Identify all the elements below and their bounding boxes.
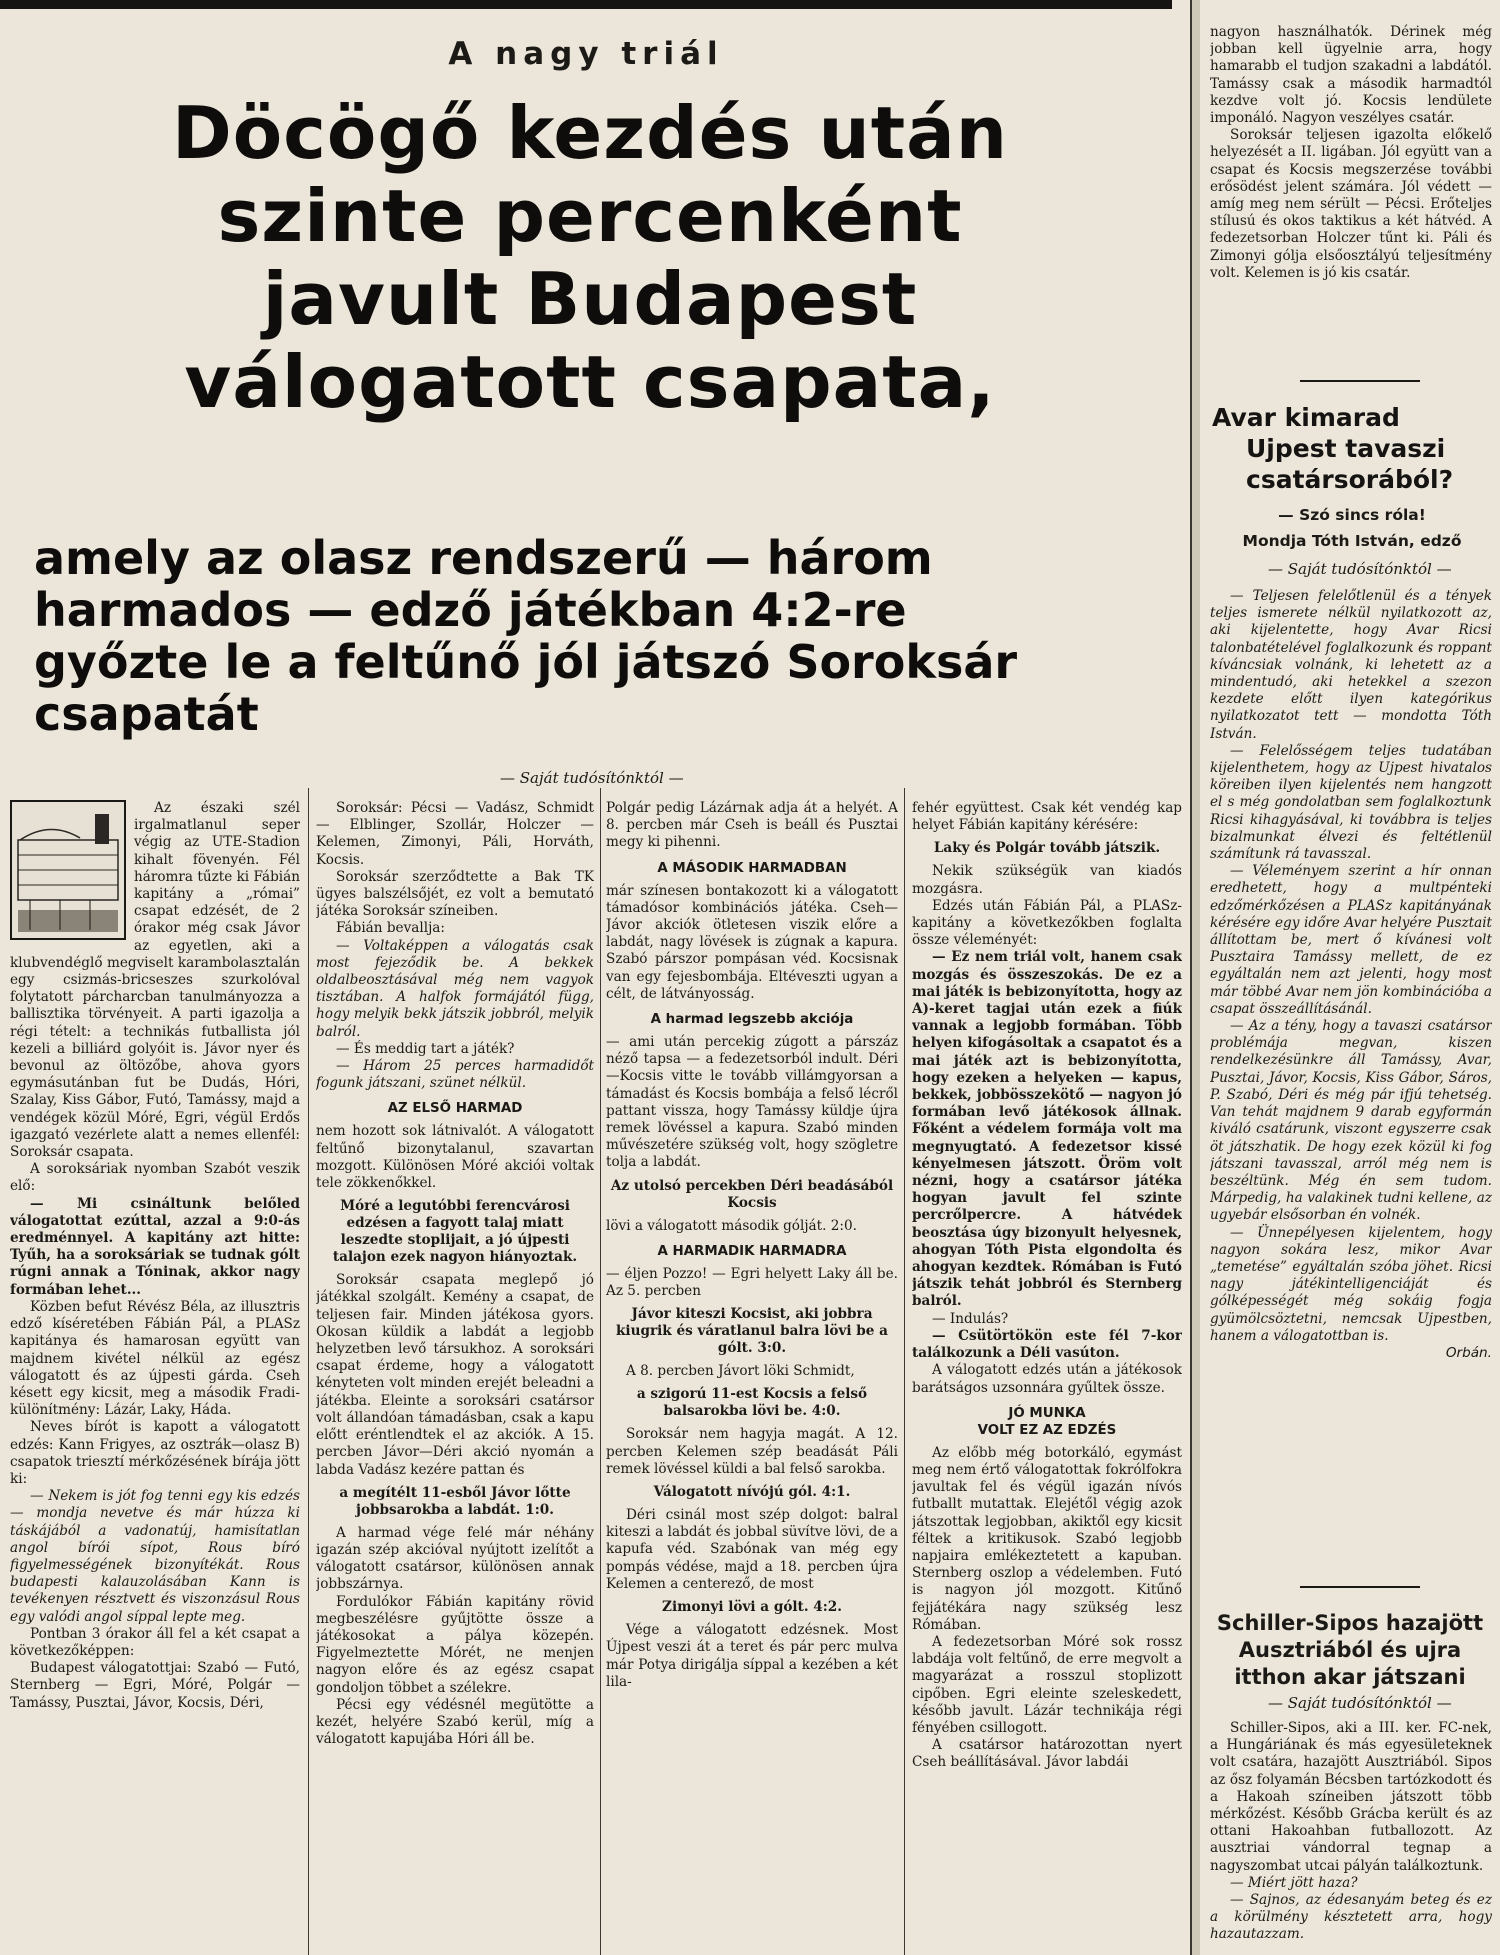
paragraph: — Ünnepélyesen kijelentem, hogy nagyon sokára lesz, mikor Avar „temetése” egyáltalán szóba jöhet. Ricsi nagy játékintelligenciáját és gólképességét még sokáig fogja gyümölcsöztetni, nemcsak Ujpestben, hanem a válogatottban is. (1210, 1224, 1492, 1344)
subheadline-line: amely az olasz rendszerű — három (34, 531, 933, 585)
section-heading: A HARMADIK HARMADRA (657, 1243, 847, 1259)
subheadline-line: győzte le a feltűnő jól játszó Soroksár (34, 635, 1018, 689)
paragraph: — Felelősségem teljes tudatában kijelenthetem, hogy az Ujpest hivatalos köreiben ilyen kijelentés nem hangzott el s még gondolatban sem foglalkoztunk Ricsi kihagyásával, ki továbbra is teljes bizalmunkat élvezi és feltétlenül számítunk rá tavasszal. (1210, 742, 1492, 863)
paragraph: — Az a tény, hogy a tavaszi csatársor problémája megvan, kiszen rendelkezésünkre áll Tamássy, Avar, Pusztai, Jávor, Kocsis, Kiss Gábor, Sáros, P. Szabó, Déri és még pár ifjú tehetség. Van tehát majdnem 9 darab egyformán kiváló csatárunk, viszont egyszerre csak öt játszhatik. De hogy ezek közül ki fog játszani tavasszal, arról még nem is beszéltünk. Még én sem tudom. Márpedig, ha valakinek tudni kellene, az ugyebár elsősorban én volnék. (1210, 1018, 1492, 1224)
paragraph: — ami után percekig zúgott a párszáz néző tapsa — a fedezetsorból indult. Déri—Kocsis vitte le tovább villámgyorsan a támadást és Kocsis bombája a felső lécről pattant vissza, hogy Tamássy küldje újra remek lövéssel a kapura. Szabó minden művészetére szükség volt, hogy szögletre tolja a labdát. (606, 1034, 898, 1171)
headline-line: szinte percenként (217, 174, 963, 258)
paragraph: — Véleményem szerint a hír onnan eredhetett, hogy a multpénteki edzőmérkőzésen a PLASz kapitányának kérésére egy időre Avar helyére Pusztait állítottam be, mert ő kívánesi volt Pusztaira Tamássy mellett, de ez egyáltalán nem azt jelenti, hogy most már többé Avar nem jön kombinációba a csapat összeállításánál. (1210, 863, 1492, 1017)
callout: Laky és Polgár tovább játszik. (933, 840, 1161, 857)
divider (1300, 1586, 1420, 1588)
callout: Az utolsó percekben Déri beadásából Kocsis (610, 1177, 894, 1211)
signature: Orbán. (1445, 1344, 1492, 1361)
headline-line: válogatott csapata, (184, 340, 996, 424)
paragraph: Soroksár szerződtette a Bak TK ügyes balszélsőjét, ez volt a bemutató játéka Soroksár színeiben. (316, 868, 594, 920)
paragraph: — Mi csináltunk belőled válogatottat ezúttal, azzal a 9:0-ás eredménnyel. A kapitány azt hitte: Tyűh, ha a soroksáriak se tudnak gólt rúgni annak a Tóninak, akkor nagy formában lehet... (10, 1195, 300, 1298)
article-column-3 (606, 800, 898, 1955)
section-heading: VOLT EZ AZ EDZÉS (977, 1422, 1117, 1438)
headline (8, 92, 1172, 424)
paragraph: fehér együttest. Csak két vendég kap helyet Fábián kapitány kérésére: (912, 800, 1182, 834)
section-heading: A harmad legszebb akciója (650, 1012, 854, 1028)
headline-line: Döcögő kezdés után (172, 91, 1008, 175)
paragraph: Budapest válogatottjai: Szabó — Futó, Sternberg — Egri, Móré, Polgár — Tamássy, Pusztai, Jávor, Kocsis, Déri, (10, 1660, 300, 1711)
paragraph: — Három 25 perces harmadidőt fogunk játszani, szünet nélkül. (316, 1058, 594, 1092)
paragraph: — Indulás? (932, 1310, 1009, 1327)
paragraph: Pontban 3 órakor áll fel a két csapat a következőképpen: (10, 1625, 300, 1659)
callout: Móré a legutóbbi ferencvárosi edzésen a fagyott talaj miatt leszedte stoplijait, a jó újpesti talajon ezek nagyon hiányoztak. (332, 1198, 578, 1266)
divider (1300, 380, 1420, 382)
paragraph: Soroksár: Pécsi — Vadász, Schmidt — Elblinger, Szollár, Holczer — Kelemen, Zimonyi, Páli, Horváth, Kocsis. (316, 800, 594, 868)
paragraph: Nekik szükségük van kiadós mozgásra. (912, 863, 1182, 897)
headline-line: Ujpest tavaszi (1246, 434, 1446, 463)
column-divider (600, 788, 601, 1955)
column-divider (904, 788, 905, 1955)
top-rule (0, 0, 1172, 9)
paragraph: — Ez nem triál volt, hanem csak mozgás és összeszokás. De ez a mai játék is bebizonyította, hogy az A)-keret tagjai után ezek a fiúk vannak a legjobb formában. Több helyen kifogásoltak a csapatot és a mai játék azt is bebizonyította, hogy ezeken a helyeken — kapus, bekkek, jobbösszekötő — nagyon jó formában levő játékosok állnak. Főként a védelem formája volt ma megnyugtató. A fedezetsor kissé kényelmesen játszott. Öröm volt nézni, hogy a csatársor játéka hogyan javult fel szinte percrőlpercre. A hátvédek beosztása úgy bizonyult helyesnek, ahogyan Tóth Pista elgondolta és ahogyan kezdtek. Rómában is Futó játszik tehát jobbról és Sternberg balról. (912, 949, 1182, 1310)
paragraph: — Csütörtökön este fél 7-kor találkozunk a Déli vasúton. (912, 1327, 1182, 1362)
headline-line: javult Budapest (262, 257, 918, 341)
paragraph: Vége a válogatott edzésnek. Most Újpest veszi át a teret és pár perc mulva már Potya dirigálja síppal a kezében a két lila- (606, 1622, 898, 1690)
paragraph: már színesen bontakozott ki a válogatott támadósor kombinációs játéka. Cseh—Jávor akciók ötletesen viszik előre a labdát, nagy lövések is zúgnak a kapura. Szabó párszor pompásan véd. Kocsisnak van egy fejesbombája. Eltéveszti ugyan a célt, de látványosság. (606, 882, 898, 1002)
paragraph: A válogatott edzés után a játékosok barátságos uzsonnára gyűltek össze. (912, 1362, 1182, 1396)
schiller-article (1210, 1720, 1492, 1955)
article-column-2 (316, 800, 594, 1955)
article-column-1 (10, 800, 300, 1955)
schiller-headline (1204, 1610, 1496, 1691)
headline-line: Schiller-Sipos hazajött (1216, 1611, 1484, 1635)
avar-subheading-2: Mondja Tóth István, edző (1242, 532, 1462, 550)
paragraph: Közben befut Révész Béla, az illusztris edző kíséretében Fábián Pál, a PLASz kapitánya és hamarosan együtt van majdnem kivétel nélkül az egész válogatott és az újpesti gárda. Cseh késett egy kicsit, meg a második Fradi-különítmény: Lázár, Laky, Háda. (10, 1298, 300, 1419)
paragraph: Schiller-Sipos, aki a III. ker. FC-nek, a Hungáriának és más egyesületeknek volt csatára, hazajött Ausztriából. Sipos az ősz folyamán Bécsben tartózkodott és a Hakoah színeiben játszott több mérkőzést. Később Grácba került és az ottani Hakoahban futballozott. Az ausztriai vándorral tegnap a nagyszombat utcai pályán találkoztunk. (1210, 1720, 1492, 1874)
paragraph: — Sajnos, az édesanyám beteg és ez a körülmény késztetett arra, hogy hazautazzam. (1210, 1892, 1492, 1943)
section-heading: A MÁSODIK HARMADBAN (657, 860, 847, 876)
paragraph: Pécsi egy védésnél megütötte a kezét, helyére Szabó kerül, míg a válogatott kapujába Hóri áll be. (316, 1696, 594, 1748)
page-gutter (1192, 0, 1200, 1955)
paragraph: A soroksáriak nyomban Szabót veszik elő: (10, 1161, 300, 1195)
paragraph: A 8. percben Jávort löki Schmidt, (626, 1363, 855, 1380)
paragraph: Az előbb még botorkáló, egymást meg nem értő válogatottak fokrólfokra javultak fel és végül igazán nívós futballt mutattak. Elejétől végig azok játszottak legjobban, akiktől egy kicsit féltek a kritikusok. Szabó legjobb napjaira emlékeztetett a kapuban. Sternberg oszlop a védelemben. Futó is nagyon jól mozgott. Kitűnő fejjátékára nagy szükség lesz Rómában. (912, 1444, 1182, 1633)
paragraph: Polgár pedig Lázárnak adja át a helyét. A 8. percben már Cseh is beáll és Pusztai megy ki pihenni. (606, 800, 898, 851)
paragraph: Soroksár teljesen igazolta előkelő helyezését a II. ligában. Jól együtt van a csapat és Kocsis megszerzése további erősödést jelent számára. Jól védett — amíg meg nem sérült — Pécsi. Erőteljes stílusú és okos taktikus a két hátvéd. A fedezetsorban Holczer tűnt ki. Páli és Zimonyi gólja elsőosztályú teljesítmény volt. Kelemen is jó kis csatár. (1210, 127, 1492, 281)
section-heading: AZ ELSŐ HARMAD (387, 1101, 523, 1117)
headline-line: itthon akar játszani (1234, 1665, 1466, 1689)
subheadline-line: csapatát (34, 687, 259, 741)
paragraph: — És meddig tart a játék? (336, 1040, 515, 1057)
paragraph: Déri csinál most szép dolgot: balral kiteszi a labdát és jobbal süvítve lövi, de a kapufa véd. Szabónak van még egy pompás védése, majd a 18. percben újra Kelemen a centerező, de most (606, 1507, 898, 1592)
paragraph: — Nekem is jót fog tenni egy kis edzés — mondja nevetve és már húzza ki táskájából a vadonatúj, hamisítatlan angol bírói sípot, Rous bíró figyelmességének bizonyítékát. Rous budapesti kalauzolásában Kann is tevékenyen résztvett és viszonzásul Rous egy valódi angol síppal lepte meg. (10, 1488, 300, 1625)
paragraph: A fedezetsorban Móré sok rossz labdája volt feltűnő, de erre megvolt a magyarázat a rosszul stoplizott cipőben. Egri eleinte szeleskedett, később javult. Lázár technikája régi fényében csillogott. (912, 1633, 1182, 1736)
paragraph: A harmad vége felé már néhány igazán szép akcióval nyújtott izelítőt a válogatott csatársor, különösen annak jobbszárnya. (316, 1524, 594, 1593)
callout: a megítélt 11-esből Jávor lőtte jobbsarokba a labdát. 1:0. (339, 1484, 571, 1518)
paragraph: — Teljesen felelőtlenül és a tények teljes ismerete nélkül nyilatkozott az, aki kijelentette, hogy Avar Ricsi talonbatételével foglalkozunk és roppant kíváncsiak volnánk, ki lehetett az a mindentudó, aki hetekkel a szezon kezdete előtt ilyen kategórikus nyilatkozatot tett — mondotta Tóth István. (1210, 588, 1492, 742)
headline-line: Avar kimarad (1212, 403, 1400, 432)
callout: Válogatott nívójú gól. 4:1. (653, 1484, 851, 1501)
kicker: A nagy triál (448, 36, 724, 72)
paragraph: nem hozott sok látnivalót. A válogatott feltűnő bizonytalanul, szavartan mozgott. Különösen Móré akciói voltak tele zökkenőkkel. (316, 1123, 594, 1192)
paragraph: — Miért jött haza? (1230, 1874, 1358, 1891)
paragraph: lövi a válogatott második gólját. 2:0. (606, 1217, 857, 1234)
paragraph: Soroksár csapata meglepő jó játékkal szolgált. Kemény a csapat, de teljesen fair. Minden játékosa gyors. Okosan küldik a labdát a legjobb helyzetben levő társukhoz. A soroksári csapat érdeme, hogy a válogatott kényteten volt minden erejét beleadni a játékba. Eleinte a soroksári csatársor volt állandóan támadásban, csak a kapu előtt eréntlendtek el az akciók. A 15. percben Jávor—Déri akció nyomán a labda Vadász kezére pattan és (316, 1272, 594, 1478)
paragraph: Neves bírót is kapott a válogatott edzés: Kann Frigyes, az osztrák—olasz B) csapatok triesztí mérkőzésének bírája jött ki: (10, 1419, 300, 1487)
right-column-continuation (1210, 24, 1492, 368)
callout: Jávor kiteszi Kocsist, aki jobbra kiugrik és váratlanul balra lövi be a gólt. 3:0. (616, 1306, 888, 1357)
paragraph: Edzés után Fábián Pál, a PLASz-kapitány a következőkben foglalta össze véleményét: (912, 897, 1182, 949)
column-divider (308, 788, 309, 1955)
avar-article (1210, 588, 1492, 1578)
paragraph: Fordulókor Fábián kapitány rövid megbeszélésre gyűjtötte össze a játékosokat a pálya közepén. Figyelmeztette Mórét, ne menjen nagyon előre és az egész csapat gondoljon többet a szélekre. (316, 1593, 594, 1696)
subheadline-line: harmados — edző játékban 4:2-re (34, 583, 907, 637)
avar-headline (1212, 402, 1492, 495)
subheadline (34, 532, 1174, 740)
stadium-illustration (10, 800, 126, 940)
headline-line: Ausztriából és ujra (1238, 1638, 1462, 1662)
callout: a szigorú 11-est Kocsis a felső balsarokba lövi be. 4:0. (636, 1386, 868, 1420)
avar-subheading: — Szó sincs róla! (1278, 506, 1426, 524)
paragraph: Az északi szél irgalmatlanul seper végig az UTE-Stadion kihalt fövenyén. Fél háromra tűzte ki Fábián kapitány a „római” csapat edzését, de 2 órakor még csak Jávor az egyetlen, aki a klubvendéglő megviselt karambolasztalán egy csizmás-bricseszes szurkolóval folytatott párcharcban tanulmányozza a ballisztika törvényeit. A parti igazolja a régi tételt: a technikás futballista jól kezeli a billiárd golyóit is. Jávor nyer és bevonul az öltözőbe, ahova gyors egymásutánban fut be Dudás, Hóri, Szalay, Kiss Gábor, Futó, Tamássy, majd a vendégek közül Móré, Egri, végül Erdős igazgató vezérlete alatt a nemes ellenfél: Soroksár csapata. (10, 800, 300, 1161)
schiller-credit: — Saját tudósítónktól — (1268, 1694, 1452, 1712)
paragraph: — Voltaképpen a válogatás csak most fejeződik be. A bekkek oldalbeosztásával még nem vagyok tisztában. A halfok formájától függ, hogy melyik bekk játszik jobbról, melyik balról. (316, 937, 594, 1040)
headline-line: csatársorából? (1246, 465, 1454, 494)
paragraph: — éljen Pozzo! — Egri helyett Laky áll be. Az 5. percben (606, 1265, 898, 1300)
callout: Zimonyi lövi a gólt. 4:2. (662, 1599, 842, 1616)
paragraph: A csatársor határozottan nyert Cseh beállításával. Jávor labdái (912, 1737, 1182, 1771)
article-column-4 (912, 800, 1182, 1955)
paragraph: Fábián bevallja: (336, 920, 445, 937)
paragraph: Soroksár nem hagyja magát. A 12. percben Kelemen szép beadását Páli remek lövéssel küldi a bal felső sarokba. (606, 1426, 898, 1477)
main-credit: — Saját tudósítónktól — (500, 769, 684, 787)
paragraph: nagyon használhatók. Dérinek még jobban kell ügyelnie arra, hogy hamarabb el tudjon szakadni a labdától. Tamássy csak a második harmadtól kezdve volt jó. Kocsis lendülete imponáló. Nagyon veszélyes csatár. (1210, 24, 1492, 127)
section-heading: JÓ MUNKA (1008, 1405, 1086, 1421)
avar-credit: — Saját tudósítónktól — (1268, 560, 1452, 578)
